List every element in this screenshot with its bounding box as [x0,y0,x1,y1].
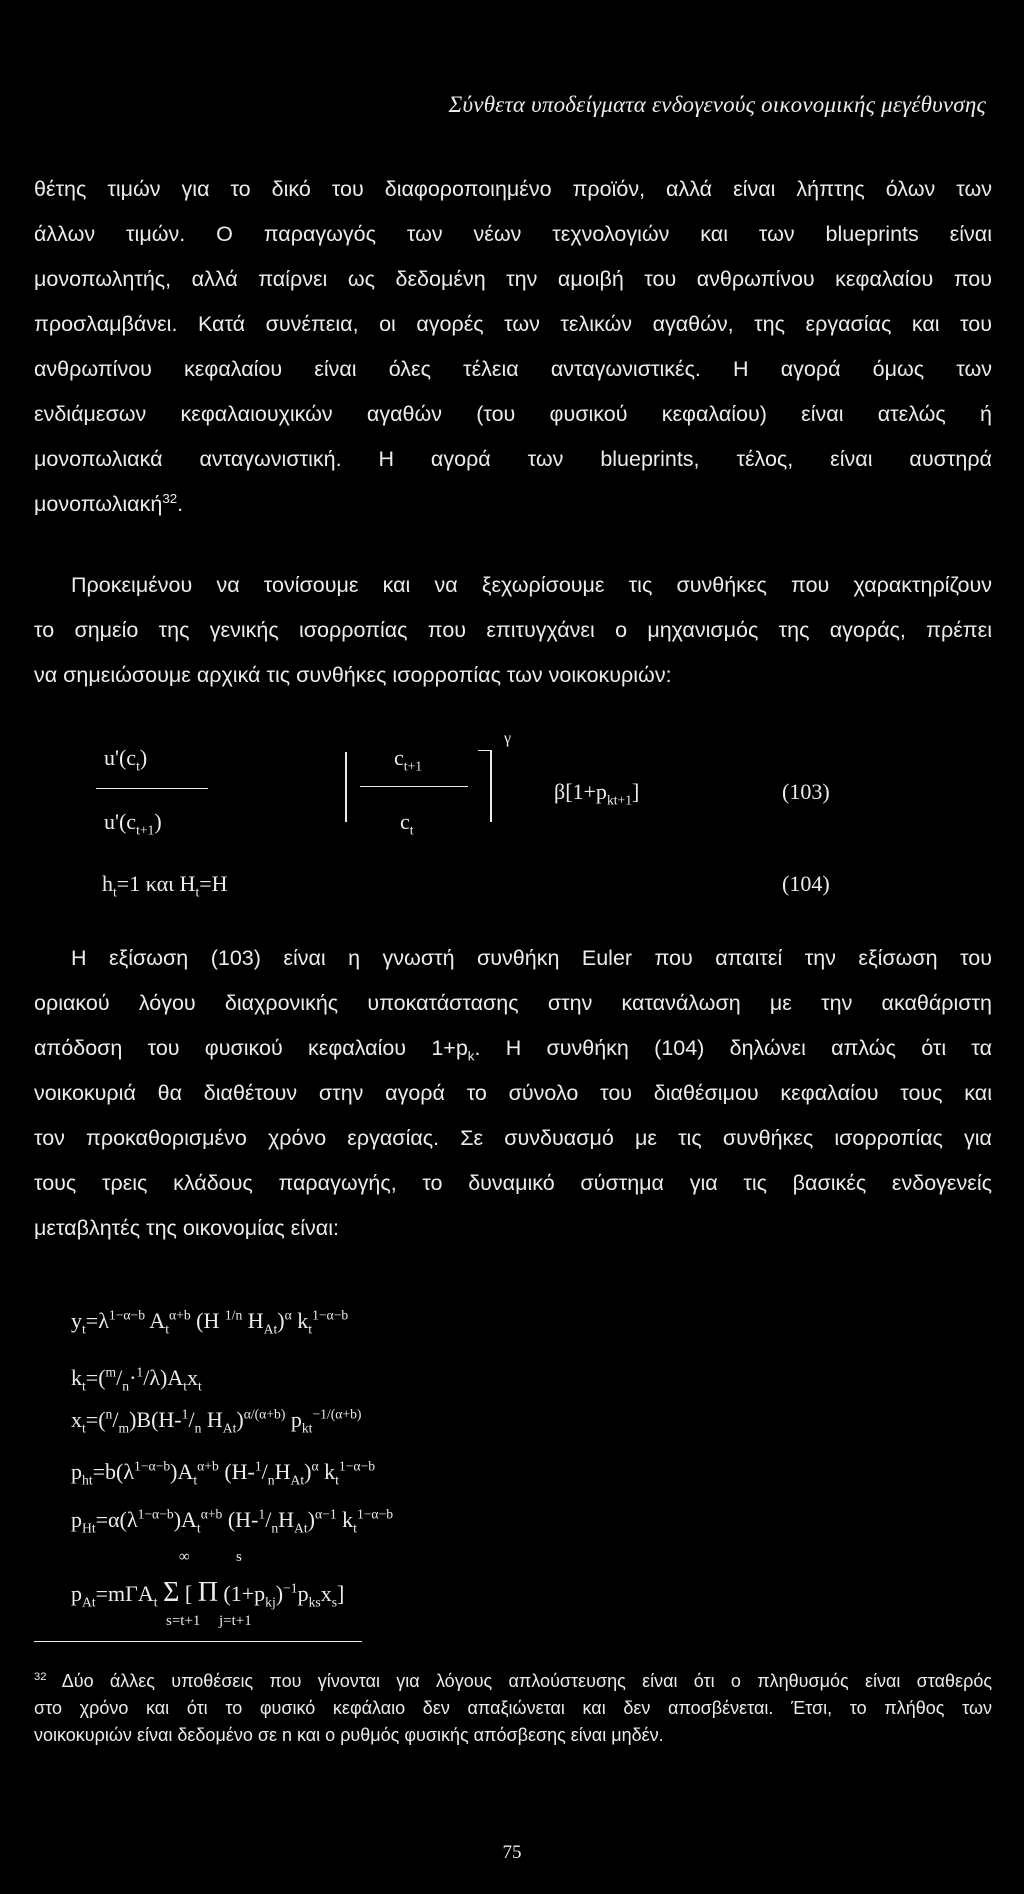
footnote-line: στο χρόνο και ότι το φυσικό κεφάλαιο δεν απαξιώνεται και δεν αποσβένεται. Έτσι, το πλήθος των [34,1698,992,1718]
eq-pH: $p_{Ht}=\alpha(\lambda^{1-\alpha-b})A_t^{\alpha+b}$ $(H-^1/_nH_{At})^{\alpha-1}$ $k_t^{1-\alpha-b}$ [71,1506,394,1536]
paragraph-2 [34,563,992,698]
text-line: ενδιάμεσων κεφαλαιουχικών αγαθών (του φυσικού κεφαλαίου) είναι ατελώς ή [34,402,992,426]
sum-lower-limit: s=t+1 [166,1613,201,1629]
right-bracket [490,750,492,822]
left-bracket [345,752,347,822]
eq-y: $y_t=\lambda^{1-\alpha-b}$ $A_t^{\alpha+b}$ (H $^{1/n}$ $H_{At})^\alpha$ $k_t^{1-\alpha-b}$ [71,1307,349,1337]
prod-upper-limit: s [236,1549,242,1565]
text-line: μεταβλητές της οικονομίας είναι: [34,1216,339,1240]
footnote-mark: 32 [34,1671,47,1683]
text-line: να σημειώσουμε αρχικά τις συνθήκες ισορροπίας των νοικοκυριών: [34,663,672,687]
footnote-line: $^{32}$ Δύο άλλες υποθέσεις που γίνονται για λόγους απλούστευσης είναι ότι ο πληθυσμός είναι σταθερός [34,1671,992,1691]
eq-ph: $p_{ht}=b(\lambda^{1-\alpha-b})A_t^{\alpha+b}$ $(H-^1/_nH_{At})^\alpha$ $k_t^{1-\alpha-b}$ [71,1458,376,1488]
fraction-bar [96,788,208,789]
text-line: το σημείο της γενικής ισορροπίας που επιτυγχάνει ο μηχανισμός της αγοράς, πρέπει [34,618,992,642]
footnote-32 [34,1668,992,1749]
text-line: νοικοκυριά θα διαθέτουν στην αγορά το σύνολο του διαθέσιμου κεφαλαίου τους και [34,1081,992,1105]
text-line: τον προκαθορισμένο χρόνο εργασίας. Σε συνδυασμό με τις συνθήκες ισορροπίας για [34,1126,992,1150]
text-line: μονοπωλητής, αλλά παίρνει ως δεδομένη την αμοιβή του ανθρωπίνου κεφαλαίου που [34,267,992,291]
text-line: απόδοση του φυσικού κεφαλαίου $1+p_k$. Η συνθήκη (104) δηλώνει απλώς ότι τα [34,1036,993,1064]
eq-rhs: $\beta[1+p_{kt+1}]$ [554,779,640,808]
text-line: προσλαμβάνει. Κατά συνέπεια, οι αγορές των τελικών αγαθών, της εργασίας και του [34,312,992,336]
text-line: οριακού λόγου διαχρονικής υποκατάστασης στην κατανάλωση με την ακαθάριστη [34,991,992,1015]
text-line: άλλων τιμών. Ο παραγωγός των νέων τεχνολογιών και των blueprints είναι [34,222,992,246]
eq-inner-numerator: $c_{t+1}$ [394,745,423,774]
sum-upper-limit: ∞ [179,1549,190,1565]
text-line: μονοπωλιακή$^{32}$. [34,490,184,516]
page-number: 75 [502,1842,522,1863]
footnote-line: νοικοκυριών είναι δεδομένο σε n και ο ρυθμός φυσικής απόσβεσης είναι μηδέν. [34,1725,664,1745]
text-line: τους τρεις κλάδους παραγωγής, το δυναμικό σύστημα για τις βασικές ενδογενείς [34,1171,992,1195]
footnote-ref[interactable]: 32 [162,490,178,506]
equation-number: (104) [782,871,830,896]
eq-x: $x_t=(^n/_m)B(H-^1/_n$ $H_{At})^{\alpha/(\alpha+b)}$ $p_{kt}^{-1/(\alpha+b)}$ [71,1406,362,1436]
text-line: θέτης τιμών για το δικό του διαφοροποιημένο προϊόν, αλλά είναι λήπτης όλων των [34,177,992,201]
text-line: Προκειμένου να τονίσουμε και να ξεχωρίσουμε τις συνθήκες που χαρακτηρίζουν [71,573,992,597]
text-line: μονοπωλιακά ανταγωνιστική. Η αγορά των blueprints, τέλος, είναι αυστηρά [34,447,992,471]
equation-number: (103) [782,779,830,804]
eq-pA: $p_{At}=m\Gamma A_t$ Σ [ Π $(1+p_{kj})^{-1}p_{ks}x_s$] [71,1577,345,1610]
text-line: ανθρωπίνου κεφαλαίου είναι όλες τέλεια ανταγωνιστικές. Η αγορά όμως των [34,357,992,381]
prod-lower-limit: j=t+1 [219,1613,252,1629]
eq-lhs-numerator: $u'(c_t)$ [104,745,148,774]
text-line: Η εξίσωση (103) είναι η γνωστή συνθήκη Euler που απαιτεί την εξίσωση του [71,946,992,970]
eq-lhs-denominator: $u'(c_{t+1})$ [104,809,162,838]
eq-inner-denominator: $c_t$ [400,809,414,838]
eq-exponent: γ [504,730,512,747]
paragraph-3 [34,936,992,1251]
eq-body: $h_t=1$ και $H_t=H$ [102,871,228,900]
footnote-divider [34,1641,362,1642]
paragraph-1 [34,167,992,527]
eq-k: $k_t=(^m/_n\cdot^1/\lambda)A_tx_t$ [71,1364,202,1394]
fraction-bar [360,786,468,787]
running-header: Σύνθετα υποδείγματα ενδογενούς οικονομικής μεγέθυνσης [448,92,986,117]
